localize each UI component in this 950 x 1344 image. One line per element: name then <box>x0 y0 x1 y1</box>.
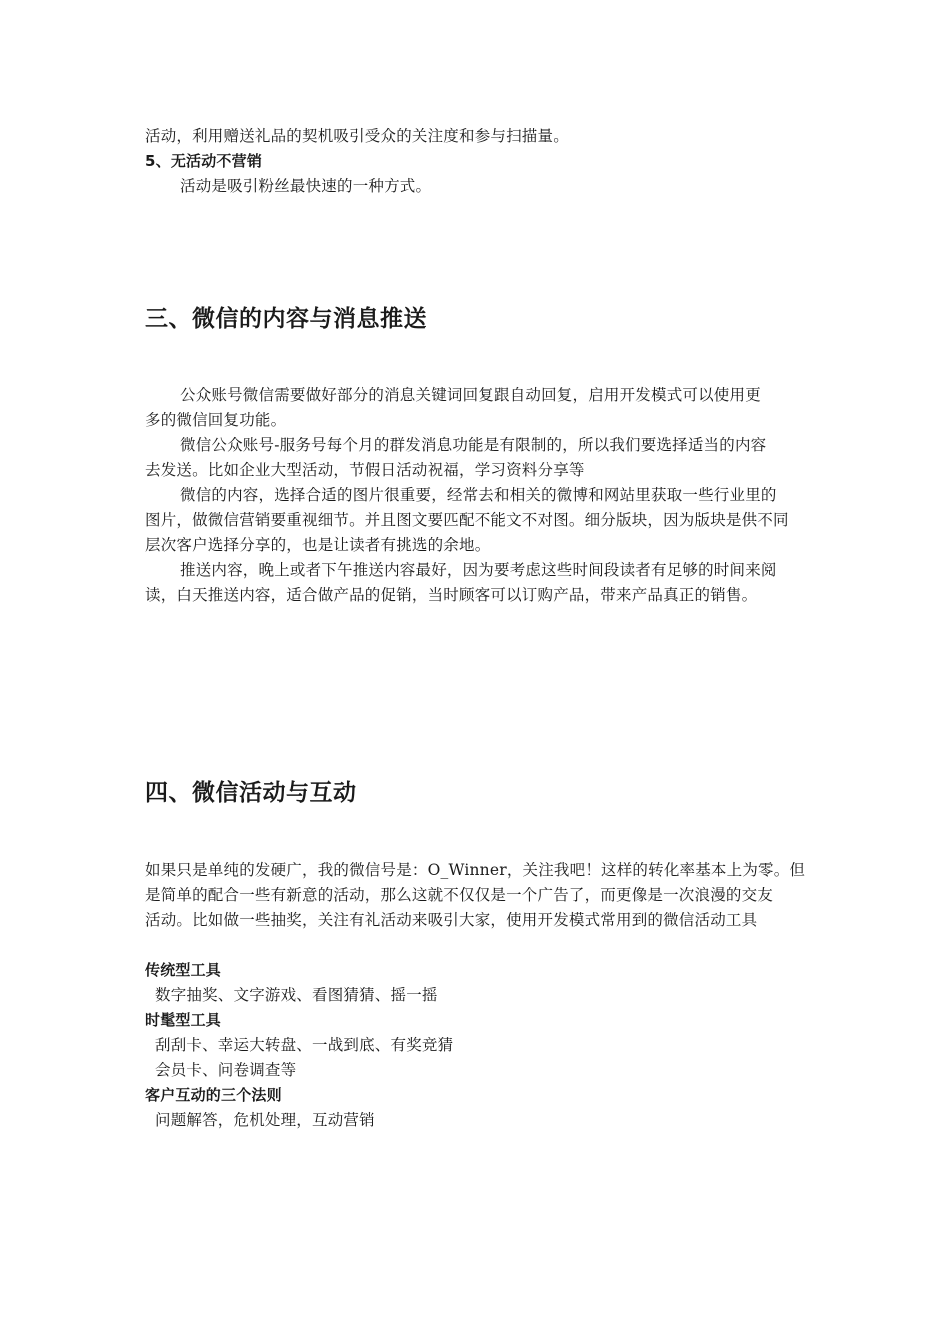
paragraph-line: 去发送。比如企业大型活动，节假日活动祝福，学习资料分享等 <box>145 461 585 479</box>
paragraph-line: 推送内容，晚上或者下午推送内容最好，因为要考虑这些时间段读者有足够的时间来阅 <box>180 561 777 579</box>
paragraph-line: 读，白天推送内容，适合做产品的促销，当时顾客可以订购产品，带来产品真正的销售。 <box>145 586 758 604</box>
paragraph-line: 活动。比如做一些抽奖，关注有礼活动来吸引大家，使用开发模式常用到的微信活动工具 <box>145 911 758 929</box>
list-item: 会员卡、问卷调查等 <box>155 1061 297 1079</box>
paragraph-line: 层次客户选择分享的，也是让读者有挑选的余地。 <box>145 536 491 554</box>
section-heading: 三、微信的内容与消息推送 <box>145 306 427 332</box>
paragraph-line: 微信公众账号-服务号每个月的群发消息功能是有限制的，所以我们要选择适当的内容 <box>180 436 767 454</box>
subheading: 客户互动的三个法则 <box>145 1086 282 1104</box>
paragraph-line: 是简单的配合一些有新意的活动，那么这就不仅仅是一个广告了，而更像是一次浪漫的交友 <box>145 886 774 904</box>
section-heading: 四、微信活动与互动 <box>145 780 357 806</box>
paragraph-line: 公众账号微信需要做好部分的消息关键词回复跟自动回复，启用开发模式可以使用更 <box>180 386 761 404</box>
paragraph-line: 活动是吸引粉丝最快速的一种方式。 <box>180 177 432 195</box>
paragraph-line: 微信的内容，选择合适的图片很重要，经常去和相关的微博和网站里获取一些行业里的 <box>180 486 777 504</box>
list-item: 数字抽奖、文字游戏、看图猜猜、摇一摇 <box>155 986 438 1004</box>
paragraph-line: 图片，做微信营销要重视细节。并且图文要匹配不能文不对图。细分版块，因为版块是供不同 <box>145 511 789 529</box>
paragraph-line: 多的微信回复功能。 <box>145 411 287 429</box>
paragraph-line: 活动，利用赠送礼品的契机吸引受众的关注度和参与扫描量。 <box>145 127 569 145</box>
list-item: 问题解答，危机处理，互动营销 <box>155 1111 375 1129</box>
subheading: 传统型工具 <box>145 961 222 979</box>
subheading: 时髦型工具 <box>145 1011 222 1029</box>
subheading: 5、无活动不营销 <box>145 152 263 170</box>
paragraph-line: 如果只是单纯的发硬广，我的微信号是：O_Winner，关注我吧！这样的转化率基本上为零。但 <box>145 861 806 879</box>
list-item: 刮刮卡、幸运大转盘、一战到底、有奖竞猜 <box>155 1036 454 1054</box>
